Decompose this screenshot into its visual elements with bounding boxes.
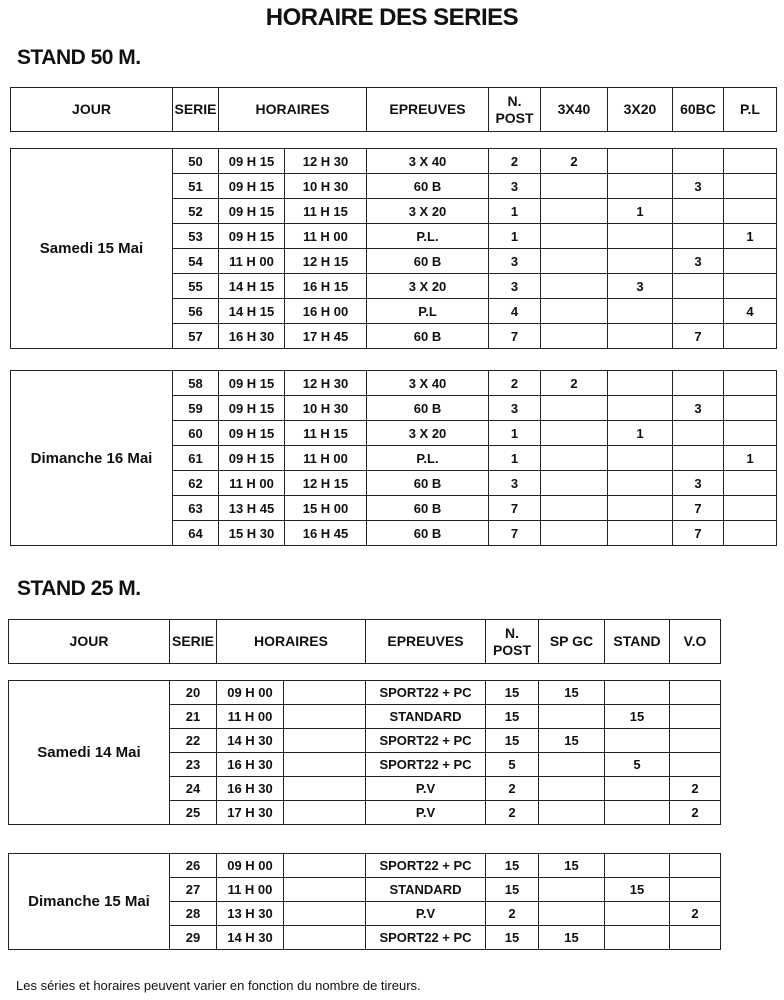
cell-n-post: 15	[486, 729, 539, 753]
cell-heure-debut: 09 H 00	[217, 854, 284, 878]
cell-3x20	[608, 149, 673, 174]
cell-heure-debut: 13 H 45	[219, 496, 285, 521]
cell-heure-fin	[284, 878, 366, 902]
table-row	[11, 371, 777, 396]
cell-60bc: 3	[673, 471, 724, 496]
cell-stand: 5	[605, 753, 670, 777]
cell-heure-debut: 15 H 30	[219, 521, 285, 546]
stand-50-heading: STAND 50 M.	[17, 46, 141, 69]
cell-3x40	[541, 521, 608, 546]
cell-epreuve: P.L.	[367, 446, 489, 471]
column-header-n-post: N. POST	[486, 620, 539, 664]
table-row	[9, 854, 721, 878]
cell-heure-debut: 11 H 00	[219, 249, 285, 274]
cell-epreuve: P.L.	[367, 224, 489, 249]
cell-3x40	[541, 274, 608, 299]
cell-vo: 2	[670, 902, 721, 926]
cell-n-post: 3	[489, 396, 541, 421]
cell-60bc	[673, 224, 724, 249]
cell-epreuve: 3 X 20	[367, 274, 489, 299]
cell-serie: 63	[173, 496, 219, 521]
cell-vo: 2	[670, 777, 721, 801]
cell-heure-fin: 11 H 00	[285, 224, 367, 249]
column-header-sp-gc: SP GC	[539, 620, 605, 664]
day-label: Samedi 15 Mai	[11, 149, 173, 349]
cell-pl	[724, 174, 777, 199]
cell-heure-fin	[284, 753, 366, 777]
cell-heure-fin	[284, 729, 366, 753]
cell-heure-fin: 12 H 30	[285, 371, 367, 396]
cell-3x20: 1	[608, 199, 673, 224]
cell-serie: 64	[173, 521, 219, 546]
cell-pl	[724, 249, 777, 274]
cell-3x40	[541, 299, 608, 324]
cell-serie: 50	[173, 149, 219, 174]
cell-3x20: 3	[608, 274, 673, 299]
cell-heure-debut: 13 H 30	[217, 902, 284, 926]
stand-50-day2-table	[10, 370, 777, 546]
stand-25-header-table	[8, 619, 721, 664]
header-row	[9, 620, 721, 664]
cell-heure-fin: 10 H 30	[285, 396, 367, 421]
cell-60bc	[673, 149, 724, 174]
cell-n-post: 3	[489, 471, 541, 496]
cell-sp-gc	[539, 878, 605, 902]
cell-60bc: 7	[673, 324, 724, 349]
cell-n-post: 3	[489, 274, 541, 299]
cell-3x40	[541, 174, 608, 199]
cell-pl	[724, 421, 777, 446]
column-header-serie: SERIE	[170, 620, 217, 664]
cell-stand	[605, 902, 670, 926]
column-header-60bc: 60BC	[673, 88, 724, 132]
stand-50-day1-table	[10, 148, 777, 349]
cell-epreuve: 3 X 20	[367, 199, 489, 224]
cell-serie: 26	[170, 854, 217, 878]
cell-heure-fin: 17 H 45	[285, 324, 367, 349]
cell-vo	[670, 729, 721, 753]
cell-3x40: 2	[541, 149, 608, 174]
cell-stand	[605, 801, 670, 825]
cell-heure-fin	[284, 902, 366, 926]
cell-stand	[605, 681, 670, 705]
cell-pl	[724, 199, 777, 224]
cell-heure-fin	[284, 705, 366, 729]
cell-n-post: 1	[489, 421, 541, 446]
cell-heure-debut: 11 H 00	[217, 878, 284, 902]
cell-3x20	[608, 224, 673, 249]
cell-heure-fin: 12 H 15	[285, 249, 367, 274]
cell-serie: 28	[170, 902, 217, 926]
cell-serie: 62	[173, 471, 219, 496]
cell-3x40	[541, 471, 608, 496]
cell-heure-debut: 14 H 15	[219, 299, 285, 324]
cell-heure-debut: 11 H 00	[217, 705, 284, 729]
cell-60bc: 3	[673, 174, 724, 199]
cell-60bc	[673, 274, 724, 299]
cell-serie: 59	[173, 396, 219, 421]
cell-3x40	[541, 396, 608, 421]
cell-epreuve: SPORT22 + PC	[366, 753, 486, 777]
cell-stand	[605, 854, 670, 878]
cell-sp-gc	[539, 705, 605, 729]
cell-heure-fin: 16 H 15	[285, 274, 367, 299]
cell-n-post: 7	[489, 521, 541, 546]
cell-epreuve: STANDARD	[366, 878, 486, 902]
cell-60bc: 3	[673, 249, 724, 274]
cell-vo	[670, 854, 721, 878]
cell-heure-fin	[284, 777, 366, 801]
cell-heure-fin: 12 H 30	[285, 149, 367, 174]
cell-sp-gc	[539, 902, 605, 926]
cell-pl	[724, 371, 777, 396]
cell-heure-debut: 14 H 30	[217, 926, 284, 950]
cell-sp-gc: 15	[539, 854, 605, 878]
cell-heure-debut: 09 H 15	[219, 224, 285, 249]
cell-n-post: 1	[489, 446, 541, 471]
cell-3x20	[608, 471, 673, 496]
cell-n-post: 2	[486, 801, 539, 825]
cell-3x20: 1	[608, 421, 673, 446]
cell-stand	[605, 777, 670, 801]
cell-vo	[670, 705, 721, 729]
cell-epreuve: 3 X 40	[367, 371, 489, 396]
cell-heure-fin: 12 H 15	[285, 471, 367, 496]
cell-60bc	[673, 299, 724, 324]
cell-serie: 60	[173, 421, 219, 446]
cell-serie: 21	[170, 705, 217, 729]
cell-serie: 55	[173, 274, 219, 299]
cell-epreuve: P.V	[366, 902, 486, 926]
cell-epreuve: STANDARD	[366, 705, 486, 729]
cell-n-post: 1	[489, 199, 541, 224]
cell-3x40	[541, 199, 608, 224]
cell-heure-debut: 16 H 30	[217, 753, 284, 777]
cell-heure-fin	[284, 801, 366, 825]
cell-3x40	[541, 496, 608, 521]
cell-3x20	[608, 496, 673, 521]
column-header-jour: JOUR	[9, 620, 170, 664]
header-row	[11, 88, 777, 132]
cell-pl	[724, 471, 777, 496]
cell-serie: 29	[170, 926, 217, 950]
cell-n-post: 2	[489, 149, 541, 174]
cell-epreuve: SPORT22 + PC	[366, 729, 486, 753]
column-header-epreuves: EPREUVES	[367, 88, 489, 132]
cell-epreuve: 60 B	[367, 249, 489, 274]
cell-n-post: 15	[486, 854, 539, 878]
cell-epreuve: P.L	[367, 299, 489, 324]
cell-serie: 54	[173, 249, 219, 274]
cell-heure-fin: 10 H 30	[285, 174, 367, 199]
cell-3x40	[541, 249, 608, 274]
cell-vo	[670, 926, 721, 950]
cell-3x40	[541, 421, 608, 446]
cell-3x20	[608, 521, 673, 546]
cell-heure-fin: 16 H 00	[285, 299, 367, 324]
column-header-3x20: 3X20	[608, 88, 673, 132]
cell-n-post: 7	[489, 496, 541, 521]
cell-60bc	[673, 371, 724, 396]
cell-heure-debut: 14 H 15	[219, 274, 285, 299]
cell-heure-debut: 11 H 00	[219, 471, 285, 496]
cell-pl	[724, 324, 777, 349]
cell-3x40: 2	[541, 371, 608, 396]
cell-heure-fin: 11 H 15	[285, 199, 367, 224]
cell-heure-debut: 09 H 15	[219, 149, 285, 174]
footnote: Les séries et horaires peuvent varier en fonction du nombre de tireurs.	[16, 978, 421, 993]
cell-epreuve: 3 X 40	[367, 149, 489, 174]
cell-heure-debut: 09 H 15	[219, 396, 285, 421]
cell-serie: 61	[173, 446, 219, 471]
cell-heure-fin: 11 H 15	[285, 421, 367, 446]
cell-heure-fin: 15 H 00	[285, 496, 367, 521]
cell-heure-fin	[284, 854, 366, 878]
column-header-v-o: V.O	[670, 620, 721, 664]
cell-serie: 56	[173, 299, 219, 324]
cell-3x20	[608, 249, 673, 274]
column-header-horaires: HORAIRES	[217, 620, 366, 664]
cell-pl: 1	[724, 446, 777, 471]
stand-25-day2-table	[8, 853, 721, 950]
column-header-epreuves: EPREUVES	[366, 620, 486, 664]
cell-heure-debut: 09 H 15	[219, 199, 285, 224]
cell-serie: 51	[173, 174, 219, 199]
cell-heure-debut: 09 H 15	[219, 446, 285, 471]
cell-3x40	[541, 446, 608, 471]
cell-heure-debut: 14 H 30	[217, 729, 284, 753]
cell-3x20	[608, 371, 673, 396]
cell-serie: 23	[170, 753, 217, 777]
cell-serie: 20	[170, 681, 217, 705]
cell-sp-gc: 15	[539, 926, 605, 950]
cell-heure-debut: 09 H 15	[219, 371, 285, 396]
column-header-stand: STAND	[605, 620, 670, 664]
cell-vo: 2	[670, 801, 721, 825]
cell-3x20	[608, 299, 673, 324]
cell-epreuve: P.V	[366, 801, 486, 825]
cell-60bc: 7	[673, 521, 724, 546]
cell-sp-gc	[539, 801, 605, 825]
cell-3x40	[541, 324, 608, 349]
cell-epreuve: 60 B	[367, 496, 489, 521]
cell-n-post: 15	[486, 926, 539, 950]
cell-epreuve: 3 X 20	[367, 421, 489, 446]
column-header-horaires: HORAIRES	[219, 88, 367, 132]
cell-n-post: 1	[489, 224, 541, 249]
day-label: Samedi 14 Mai	[9, 681, 170, 825]
cell-pl: 4	[724, 299, 777, 324]
cell-60bc	[673, 199, 724, 224]
cell-n-post: 3	[489, 249, 541, 274]
cell-60bc: 3	[673, 396, 724, 421]
day-label: Dimanche 15 Mai	[9, 854, 170, 950]
table-row	[11, 149, 777, 174]
cell-serie: 27	[170, 878, 217, 902]
cell-serie: 24	[170, 777, 217, 801]
cell-3x20	[608, 396, 673, 421]
cell-pl	[724, 521, 777, 546]
cell-heure-fin: 16 H 45	[285, 521, 367, 546]
column-header-n-post: N. POST	[489, 88, 541, 132]
cell-serie: 52	[173, 199, 219, 224]
cell-epreuve: 60 B	[367, 521, 489, 546]
cell-heure-fin	[284, 926, 366, 950]
cell-3x20	[608, 446, 673, 471]
cell-n-post: 2	[489, 371, 541, 396]
cell-sp-gc	[539, 753, 605, 777]
cell-sp-gc: 15	[539, 681, 605, 705]
cell-epreuve: 60 B	[367, 324, 489, 349]
cell-serie: 25	[170, 801, 217, 825]
cell-heure-debut: 16 H 30	[219, 324, 285, 349]
cell-n-post: 15	[486, 681, 539, 705]
cell-stand	[605, 729, 670, 753]
cell-n-post: 5	[486, 753, 539, 777]
cell-pl	[724, 274, 777, 299]
cell-n-post: 15	[486, 705, 539, 729]
cell-3x20	[608, 174, 673, 199]
cell-serie: 58	[173, 371, 219, 396]
cell-n-post: 2	[486, 777, 539, 801]
cell-60bc	[673, 421, 724, 446]
cell-vo	[670, 681, 721, 705]
cell-pl	[724, 149, 777, 174]
cell-n-post: 4	[489, 299, 541, 324]
cell-n-post: 7	[489, 324, 541, 349]
cell-vo	[670, 878, 721, 902]
cell-pl	[724, 396, 777, 421]
stand-25-heading: STAND 25 M.	[17, 577, 141, 600]
cell-epreuve: SPORT22 + PC	[366, 681, 486, 705]
cell-n-post: 15	[486, 878, 539, 902]
column-header-3x40: 3X40	[541, 88, 608, 132]
cell-sp-gc	[539, 777, 605, 801]
column-header-jour: JOUR	[11, 88, 173, 132]
cell-heure-fin	[284, 681, 366, 705]
cell-sp-gc: 15	[539, 729, 605, 753]
cell-heure-debut: 09 H 15	[219, 421, 285, 446]
stand-50-header-table	[10, 87, 777, 132]
cell-stand	[605, 926, 670, 950]
cell-heure-debut: 09 H 15	[219, 174, 285, 199]
cell-serie: 22	[170, 729, 217, 753]
column-header-serie: SERIE	[173, 88, 219, 132]
page-title: HORAIRE DES SERIES	[265, 4, 519, 31]
day-label: Dimanche 16 Mai	[11, 371, 173, 546]
cell-vo	[670, 753, 721, 777]
cell-heure-debut: 17 H 30	[217, 801, 284, 825]
cell-serie: 57	[173, 324, 219, 349]
cell-pl	[724, 496, 777, 521]
cell-3x40	[541, 224, 608, 249]
cell-stand: 15	[605, 878, 670, 902]
cell-stand: 15	[605, 705, 670, 729]
table-row	[9, 681, 721, 705]
cell-epreuve: P.V	[366, 777, 486, 801]
cell-epreuve: 60 B	[367, 396, 489, 421]
cell-serie: 53	[173, 224, 219, 249]
cell-heure-debut: 16 H 30	[217, 777, 284, 801]
cell-epreuve: SPORT22 + PC	[366, 854, 486, 878]
cell-60bc	[673, 446, 724, 471]
cell-3x20	[608, 324, 673, 349]
cell-epreuve: 60 B	[367, 174, 489, 199]
cell-epreuve: SPORT22 + PC	[366, 926, 486, 950]
stand-25-day1-table	[8, 680, 721, 825]
cell-pl: 1	[724, 224, 777, 249]
cell-60bc: 7	[673, 496, 724, 521]
cell-epreuve: 60 B	[367, 471, 489, 496]
cell-n-post: 3	[489, 174, 541, 199]
cell-heure-debut: 09 H 00	[217, 681, 284, 705]
cell-n-post: 2	[486, 902, 539, 926]
column-header-p-l: P.L	[724, 88, 777, 132]
cell-heure-fin: 11 H 00	[285, 446, 367, 471]
